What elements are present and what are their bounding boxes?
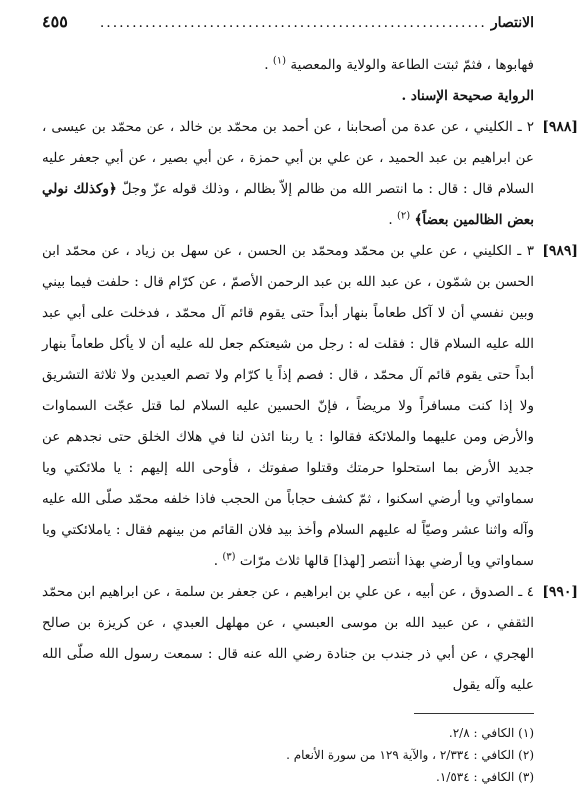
hadith-number: [٩٨٩] [542,243,578,259]
footnote-ref: (٣) [222,551,236,563]
hadith-988 [42,112,578,236]
chain-grading-note: الرواية صحيحة الإسناد . [401,88,534,104]
hadith-number: [٩٩٠] [542,584,578,600]
footnote: (٢) الكافي : ٢/٣٣٤ ، والآية ١٢٩ من سورة الأنعام . [286,748,534,762]
intro-text: فهابوها ، فثمّ ثبتت الطاعة والولاية والمعصية [290,57,534,73]
header-dot-leader: ............................................................ [99,15,487,31]
footnote-ref: (١) [272,55,287,67]
page-header [42,12,534,38]
page-number: ٤٥٥ [42,12,68,31]
footnote-separator [414,713,534,714]
header-title: الانتصار [490,15,534,31]
hadith-body: ٣ ـ الكليني ، عن علي بن محمّد ومحمّد بن الحسن ، عن سهل بن زياد ، عن محمّد ابن الحسن بن شمّون ، عن عبد الله بن عبد الرحمن الأصمّ ، عن كرّام قال : حلفت فيما بيني وبين نفسي أن لا آكل طعاماً بنهار أبداً حتى يقوم قائم آل محمّد ، فدخلت على أبي عبد الله عليه السلام قال : فقلت له : رجل من شيعتكم جعل لله عليه أن لا يأكل طعاماً بنهار أبداً حتى يقوم قائم آل محمّد ، قال : فصم إذاً يا كرّام ولا تصم العيدين ولا ثلاثة التشريق ولا إذا كنت مسافراً ولا مريضاً ، فإنّ الحسين عليه السلام لما قتل عجّت السماوات والأرض ومن عليهما والملائكة فقالوا : يا ربنا ائذن لنا في هلاك الخلق حتى نجدهم عن جديد الأرض بما استحلوا حرمتك وقتلوا صفوتك ، فأوحى الله إليهم : يا ملائكتي ويا سماواتي ويا أرضي اسكنوا ، ثمّ كشف حجاباً من الحجب فاذا خلفه محمّد صلّى الله عليه وآله واثنا عشر وصيّاً له عليهم السلام وأخذ بيد فلان القائم من بينهم فقال : ياملائكتي ويا سماواتي ويا أرضي بهذا أنتصر [لهذا] قالها ثلاث مرّات [42,243,534,569]
hadith-number: [٩٨٨] [542,119,578,135]
quran-quote: ﴿وكذلك نولي بعض الظالمين بعضاً﴾ [42,181,534,228]
footnote: (٣) الكافي : ١/٥٣٤. [436,770,534,784]
hadith-989 [42,236,578,577]
hadith-text [42,577,534,701]
footnote-ref: (٢) [396,210,411,222]
hadith-body: ٢ ـ الكليني ، عن عدة من أصحابنا ، عن أحمد بن محمّد بن خالد ، عن محمّد بن عيسى ، عن ابراهيم بن عبد الحميد ، عن علي بن أبي حمزة ، عن أبي بصير ، عن أبي جعفر عليه السلام قال : قال : ما انتصر الله من ظالم إلاّ بظالم ، وذلك قوله عزّ وجلّ [42,119,535,197]
hadith-text: ٢ ـ الكليني ، عن عدة من أصحابنا ، عن أحمد بن محمّد بن خالد ، عن محمّد بن عيسى ، عن ابراهيم بن عبد الحميد ، عن علي بن أبي حمزة ، عن أبي بصير ، عن أبي جعفر عليه السلام قال : قال : ما انتصر الله من ظالم إلاّ بظالم ، وذلك قوله عزّ وجلّ ﴿وكذلك نولي بعض الظالمين بعضاً﴾ $^{(٢)}$ . [42,119,535,228]
hadith-text: ٣ ـ الكليني ، عن علي بن محمّد ومحمّد بن الحسن ، عن سهل بن زياد ، عن محمّد ابن الحسن بن شمّون ، عن عبد الله بن عبد الرحمن الأصمّ ، عن كرّام قال : حلفت فيما بيني وبين نفسي أن لا آكل طعاماً بنهار أبداً حتى يقوم قائم آل محمّد ، فدخلت على أبي عبد الله عليه السلام قال : فقلت له : رجل من شيعتكم جعل لله عليه أن لا يأكل طعاماً بنهار أبداً حتى يقوم قائم آل محمّد ، قال : فصم إذاً يا كرّام ولا تصم العيدين ولا ثلاثة التشريق ولا إذا كنت مسافراً ولا مريضاً ، فإنّ الحسين عليه السلام لما قتل عجّت السماوات والأرض ومن عليهما والملائكة فقالوا : يا ربنا ائذن لنا في هلاك الخلق حتى نجدهم عن جديد الأرض بما استحلوا حرمتك وقتلوا صفوتك ، فأوحى الله إليهم : يا ملائكتي ويا سماواتي ويا أرضي اسكنوا ، ثمّ كشف حجاباً من الحجب فاذا خلفه محمّد صلّى الله عليه وآله واثنا عشر وصيّاً له عليهم السلام وأخذ بيد فلان القائم من بينهم فقال : ياملائكتي ويا سماواتي ويا أرضي بهذا أنتصر [لهذا] قالها ثلاث مرّات $^{(٣)}$ . [42,243,534,569]
footnotes [42,722,534,788]
hadith-body: ٤ ـ الصدوق ، عن أبيه ، عن علي بن ابراهيم ، عن جعفر بن سلمة ، عن ابراهيم ابن محمّد الثقفي ، عن عبيد الله بن موسى العبسي ، عن مهلهل العبدي ، عن كريزة بن صالح الهجري ، عن أبي ذر جندب بن جنادة رضي الله عنه قال : سمعت رسول الله صلّى الله عليه وآله يقول [42,584,534,693]
footnote: (١) الكافي : ٢/٨. [448,726,534,740]
intro-line: فهابوها ، فثمّ ثبتت الطاعة والولاية والمعصية $^{(١)}$ . [264,55,534,73]
hadith-990 [42,577,578,701]
